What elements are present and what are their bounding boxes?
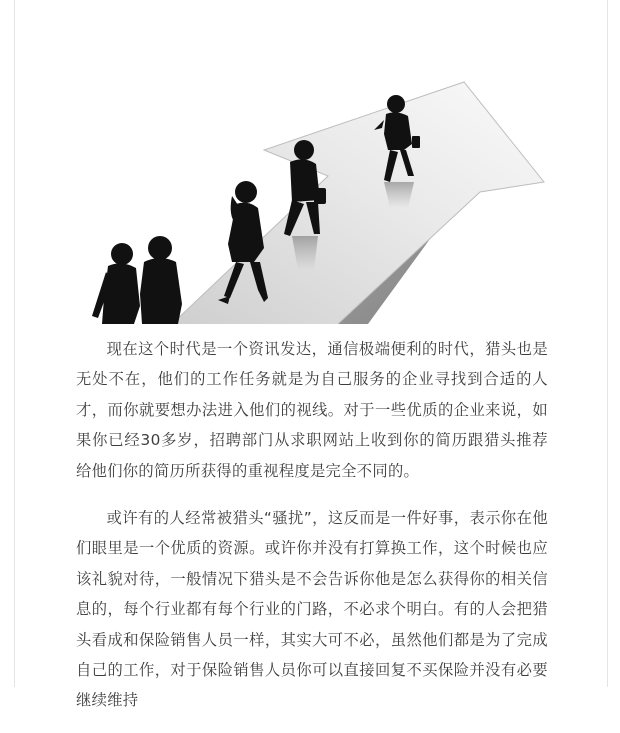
article-paragraph: 或许有的人经常被猎头“骚扰”，这反而是一件好事，表示你在他们眼里是一个优质的资源。或许你并没有打算换工作，这个时候也应该礼貌对待，一般情况下猎头是不会告诉你他是怎么获得你的相关信息的，每个行业都有每个行业的门路，不必求个明白。有的人会把猎头看成和保险销售人员一样，其实大可不必，虽然他们都是为了完成自己的工作，对于保险销售人员你可以直接回复不买保险并没有必要继续维持 bbox=[76, 509, 548, 710]
page-border-left bbox=[14, 0, 15, 687]
article-body bbox=[76, 334, 548, 733]
page-border-right bbox=[607, 0, 608, 687]
article-paragraph: 现在这个时代是一个资讯发达，通信极端便利的时代，猎头也是无处不在，他们的工作任务就是为自己服务的企业寻找到合适的人才，而你就要想办法进入他们的视线。对于一些优质的企业来说，如果你已经30多岁，招聘部门从求职网站上收到你的简历跟猎头推荐给他们你的简历所获得的重视程度是完全不同的。 bbox=[76, 340, 548, 480]
hero-image bbox=[78, 58, 548, 324]
